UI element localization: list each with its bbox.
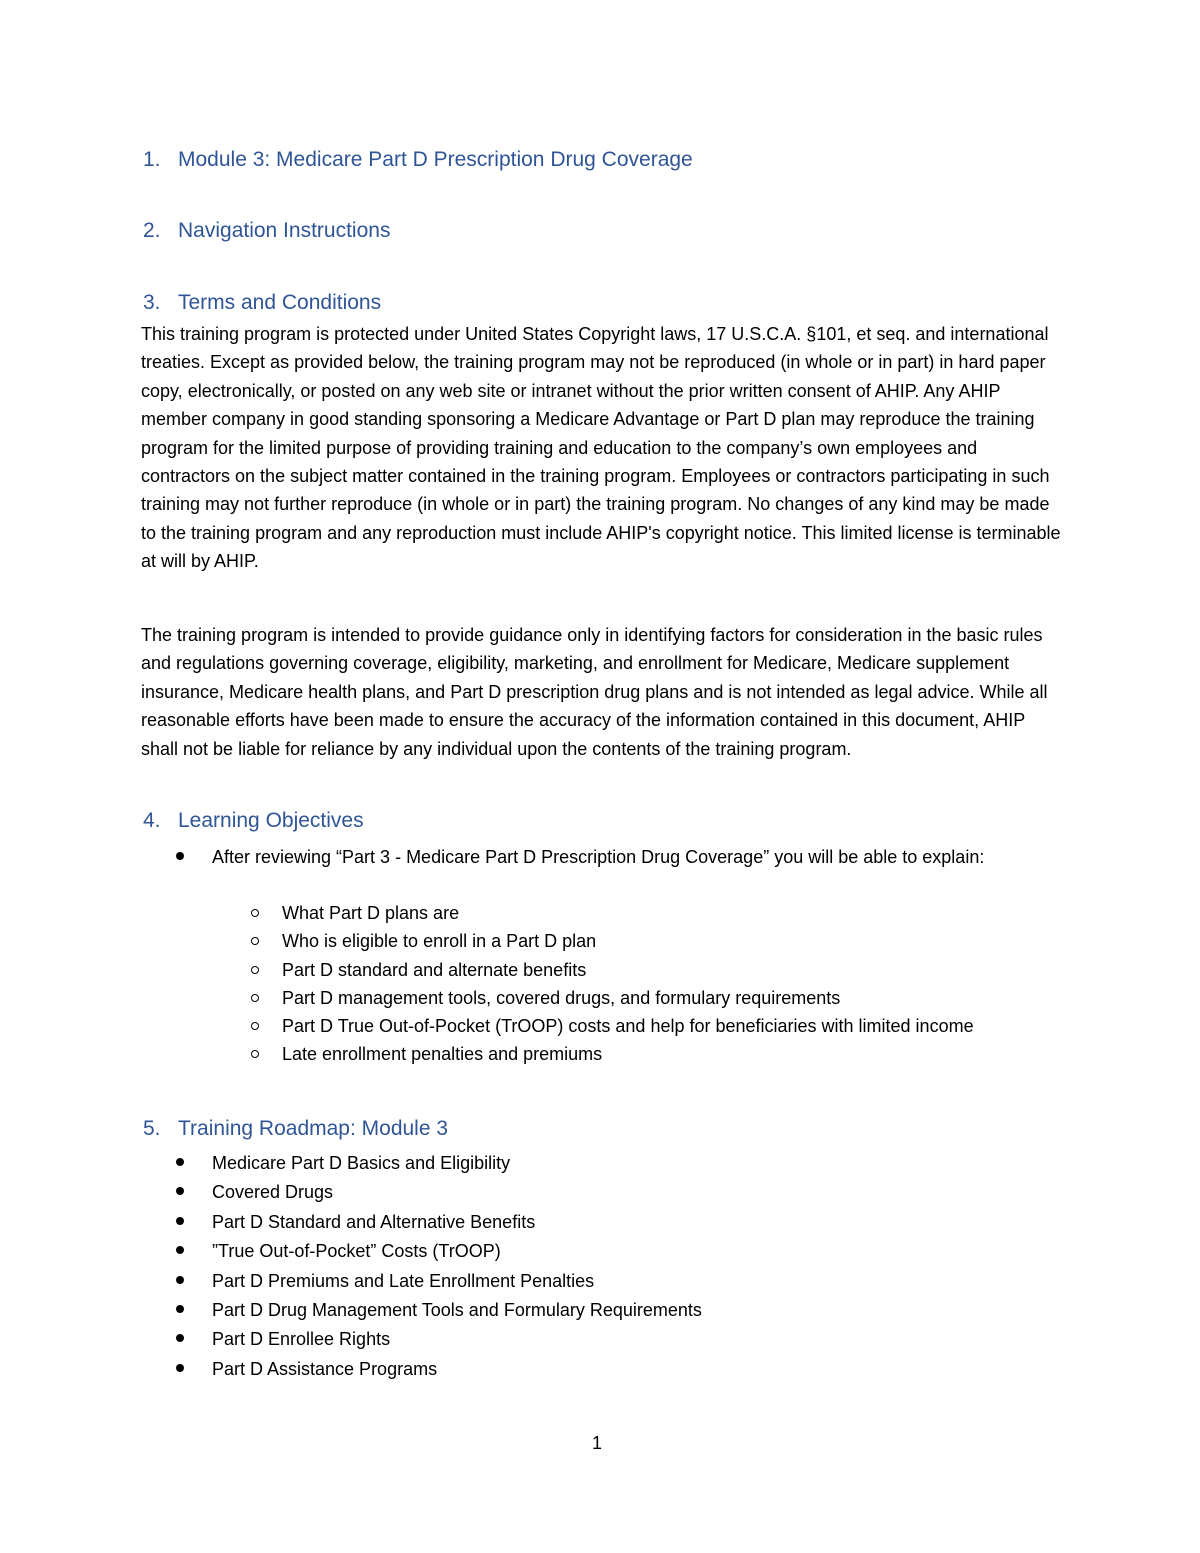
bullet-icon [176,1334,184,1342]
circle-bullet-icon [251,994,259,1002]
list-item: What Part D plans are [248,899,1068,927]
section-number: 2. [143,219,161,242]
list-item: Part D Drug Management Tools and Formulary Requirements [171,1296,1031,1325]
section-number: 5. [143,1117,161,1140]
bullet-icon [176,1364,184,1372]
circle-bullet-icon [251,1050,259,1058]
list-item: Part D Premiums and Late Enrollment Penalties [171,1267,1031,1296]
list-item: Covered Drugs [171,1178,1031,1207]
section-heading-navigation-instructions [143,219,390,243]
circle-bullet-icon [251,909,259,917]
list-item: Medicare Part D Basics and Eligibility [171,1149,1031,1178]
terms-paragraph-copyright: This training program is protected under United States Copyright laws, 17 U.S.C.A. §101, et seq. and international treaties. Except as provided below, the training program may not be reproduced (in whole or in part) in hard paper copy, electronically, or posted on any web site or intranet without the prior written consent of AHIP. Any AHIP member company in good standing sponsoring a Medicare Advantage or Part D plan may reproduce the training program for the limited purpose of providing training and education to the company’s own employees and contractors on the subject matter contained in the training program. Employees or contractors participating in such training may not further reproduce (in whole or in part) the training program. No changes of any kind may be made to the training program and any reproduction must include AHIP's copyright notice. This limited license is terminable at will by AHIP. [141,324,1061,572]
objectives-list [171,843,1031,872]
section-number: 3. [143,291,161,314]
section-title: Navigation Instructions [178,219,391,242]
section-heading-terms-and-conditions [143,291,381,315]
section-heading-learning-objectives [143,809,364,833]
list-item: Part D standard and alternate benefits [248,956,1068,984]
list-item: Part D management tools, covered drugs, and formulary requirements [248,984,1068,1012]
section-title: Module 3: Medicare Part D Prescription Drug Coverage [178,148,693,171]
list-item: Who is eligible to enroll in a Part D plan [248,927,1068,955]
list-item: Part D Enrollee Rights [171,1325,1031,1354]
bullet-icon [176,852,184,860]
bullet-icon [176,1217,184,1225]
list-item [171,843,1031,872]
objectives-intro: After reviewing “Part 3 - Medicare Part D Prescription Drug Coverage” you will be able to explain: [212,847,985,867]
section-title: Terms and Conditions [178,291,382,314]
circle-bullet-icon [251,937,259,945]
list-item: ”True Out-of-Pocket” Costs (TrOOP) [171,1237,1031,1266]
circle-bullet-icon [251,966,259,974]
bullet-icon [176,1187,184,1195]
section-number: 1. [143,148,161,171]
roadmap-list [171,1149,1031,1384]
section-number: 4. [143,809,161,832]
bullet-icon [176,1305,184,1313]
section-heading-module-3 [143,148,693,172]
page-number: 1 [592,1433,603,1453]
section-title: Learning Objectives [178,809,364,832]
bullet-icon [176,1276,184,1284]
terms-paragraph-disclaimer: The training program is intended to provide guidance only in identifying factors for consideration in the basic rules and regulations governing coverage, eligibility, marketing, and enrollment for Medicare, Medicare supplement insurance, Medicare health plans, and Part D prescription drug plans and is not intended as legal advice. While all reasonable efforts have been made to ensure the accuracy of the information contained in this document, AHIP shall not be liable for reliance by any individual upon the contents of the training program. [141,625,1048,759]
list-item: Part D True Out-of-Pocket (TrOOP) costs and help for beneficiaries with limited income [248,1012,1068,1040]
objectives-sublist [248,899,1068,1069]
section-heading-training-roadmap [143,1117,448,1141]
bullet-icon [176,1246,184,1254]
list-item: Part D Standard and Alternative Benefits [171,1208,1031,1237]
list-item: Late enrollment penalties and premiums [248,1040,1068,1068]
list-item: Part D Assistance Programs [171,1355,1031,1384]
section-title: Training Roadmap: Module 3 [178,1117,449,1140]
circle-bullet-icon [251,1022,259,1030]
bullet-icon [176,1158,184,1166]
